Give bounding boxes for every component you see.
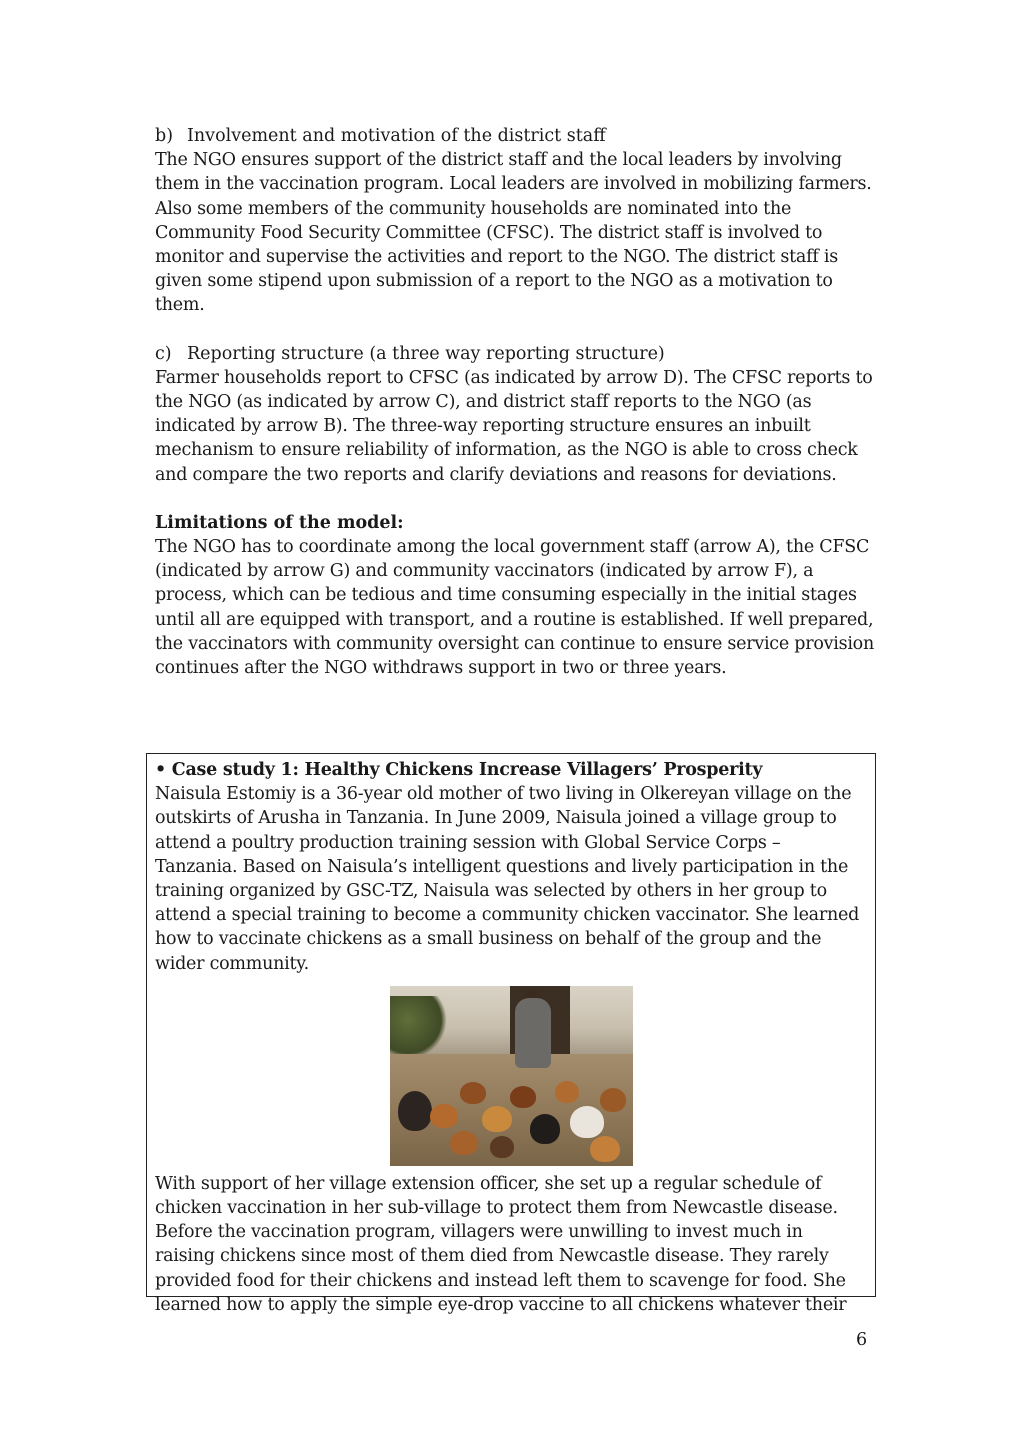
page-number: 6 [856, 1330, 868, 1350]
section-c-body: Farmer households report to CFSC (as indicated by arrow D). The CFSC reports to the NGO (as indicated by arrow C), and district staff reports to the NGO (as indicated by arrow B). The three-way reporting structure ensures an inbuilt mechanism to ensure reliability of information, as the NGO is able to cross check and compare the two reports and clarify deviations and reasons for deviations. [155, 367, 873, 485]
section-b-marker: b) [155, 126, 174, 146]
chickens-photo [390, 986, 633, 1166]
section-b-heading-text: Involvement and motivation of the district staff [187, 126, 606, 146]
section-c [155, 342, 885, 487]
section-b-body: The NGO ensures support of the district staff and the local leaders by involving them in the vaccination program. Local leaders are involved in mobilizing farmers. Also some members of the community households are nominated into the Community Food Security Committee (CFSC). The district staff is involved to monitor and supervise the activities and report to the NGO. The district staff is given some stipend upon submission of a report to the NGO as a motivation to them. [155, 150, 872, 316]
section-c-heading [155, 342, 885, 366]
section-c-marker: c) [155, 343, 172, 364]
case-study-continuation: With support of her village extension officer, she set up a regular schedule of chicken vaccination in her sub-village to protect them from Newcastle disease. Before the vaccination program, villagers were unwilling to invest much in raising chickens since most of them died from Newcastle disease. They rarely provided food for their chickens and instead left them to scavenge for food. She learned how to apply the simple eye-drop vaccine to all chickens whatever their [155, 1173, 847, 1315]
case-study-box [146, 753, 876, 1315]
document-page [155, 124, 885, 704]
limitations-body: The NGO has to coordinate among the local government staff (arrow A), the CFSC (indicated by arrow G) and community vaccinators (indicated by arrow F), a process, which can be tedious and time consuming especially in the initial stages until all are equipped with transport, and a routine is established. If well prepared, the vaccinators with community oversight can continue to ensure service provision continues after the NGO withdraws support in two or three years. [155, 537, 874, 679]
section-b-heading [155, 124, 885, 148]
limitations-section [155, 511, 885, 680]
case-study-title: • Case study 1: Healthy Chickens Increase Villagers’ Prosperity [155, 760, 763, 780]
section-c-heading-text: Reporting structure (a three way reporting structure) [187, 343, 665, 364]
section-b [155, 124, 885, 318]
limitations-heading: Limitations of the model: [155, 512, 404, 533]
case-study-intro: Naisula Estomiy is a 36-year old mother of two living in Olkereyan village on the outskirts of Arusha in Tanzania. In June 2009, Naisula joined a village group to attend a poultry production training session with Global Service Corps – Tanzania. Based on Naisula’s intelligent questions and lively participation in the training organized by GSC-TZ, Naisula was selected by others in her group to attend a special training to become a community chicken vaccinator. She learned how to vaccinate chickens as a small business on behalf of the group and the wider community. [155, 784, 860, 974]
